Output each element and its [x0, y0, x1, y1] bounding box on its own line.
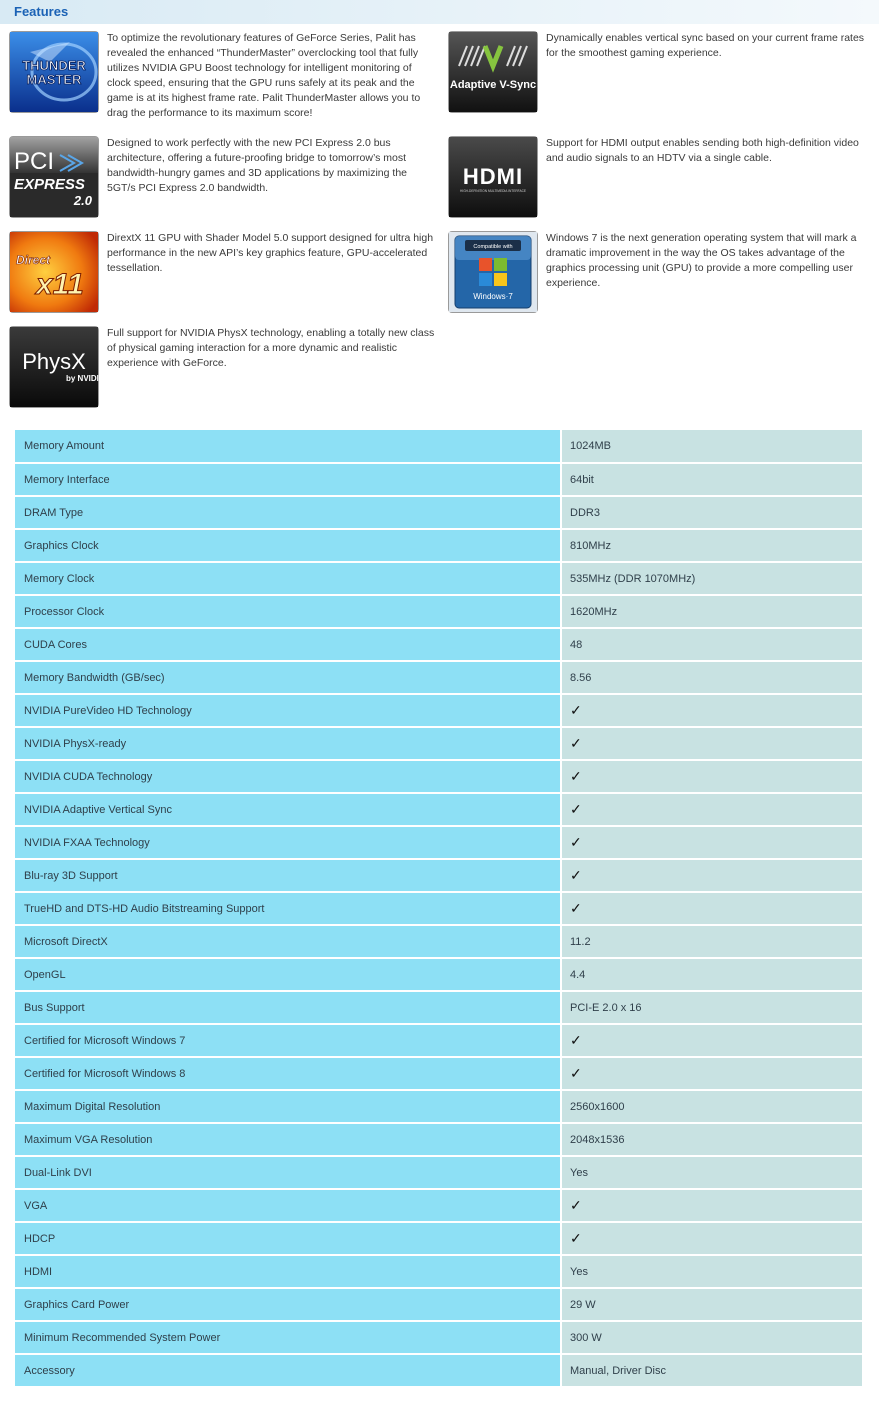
spec-row [15, 925, 862, 958]
windows7-logo-icon [449, 232, 537, 312]
spec-value-checkmark-icon: ✓ [561, 826, 862, 859]
feature-directx11 [10, 232, 440, 314]
spec-label: Minimum Recommended System Power [15, 1321, 561, 1354]
spec-value: 2048x1536 [561, 1123, 862, 1156]
logo-text: Adaptive V-Sync [449, 79, 537, 91]
spec-label: NVIDIA FXAA Technology [15, 826, 561, 859]
spec-row [15, 892, 862, 925]
physx-logo-icon [10, 327, 105, 407]
feature-pci-express [10, 137, 440, 219]
spec-row [15, 1354, 862, 1387]
spec-value: 535MHz (DDR 1070MHz) [561, 562, 862, 595]
spec-value: 300 W [561, 1321, 862, 1354]
logo-text: PCI [14, 148, 55, 175]
spec-label: Graphics Clock [15, 529, 561, 562]
spec-row [15, 1156, 862, 1189]
spec-row [15, 1189, 862, 1222]
spec-label: NVIDIA Adaptive Vertical Sync [15, 793, 561, 826]
spec-row [15, 991, 862, 1024]
spec-label: Graphics Card Power [15, 1288, 561, 1321]
spec-label: HDCP [15, 1222, 561, 1255]
feature-description: To optimize the revolutionary features of GeForce Series, Palit has revealed the enhanced “ThunderMaster” overclocking tool that fully utilizes NVIDIA GPU Boost technology for intelligent monitoring of clock speed, ensuring that the GPU runs safely at its peak and the game is at its highest frame rate. Palit ThunderMaster allows you to drag the performance to its maximum score! [107, 32, 421, 119]
spec-table-body [15, 430, 862, 1387]
spec-value: 8.56 [561, 661, 862, 694]
spec-row [15, 826, 862, 859]
spec-value: 29 W [561, 1288, 862, 1321]
feature-description: Full support for NVIDIA PhysX technology, enabling a totally new class of physical gaming interaction for a more dynamic and realistic experience with GeForce. [107, 327, 435, 369]
spec-value: DDR3 [561, 496, 862, 529]
spec-row [15, 1090, 862, 1123]
spec-value: PCI-E 2.0 x 16 [561, 991, 862, 1024]
spec-row [15, 760, 862, 793]
spec-row [15, 859, 862, 892]
spec-label: NVIDIA PureVideo HD Technology [15, 694, 561, 727]
spec-value: Manual, Driver Disc [561, 1354, 862, 1387]
spec-label: TrueHD and DTS-HD Audio Bitstreaming Support [15, 892, 561, 925]
spec-label: Memory Clock [15, 562, 561, 595]
feature-physx [10, 327, 440, 409]
spec-label: Memory Bandwidth (GB/sec) [15, 661, 561, 694]
spec-label: NVIDIA PhysX-ready [15, 727, 561, 760]
feature-adaptive-vsync [449, 32, 879, 114]
feature-windows7 [449, 232, 879, 314]
spec-row [15, 1222, 862, 1255]
spec-row [15, 1024, 862, 1057]
spec-label: Dual-Link DVI [15, 1156, 561, 1189]
spec-label: DRAM Type [15, 496, 561, 529]
spec-label: CUDA Cores [15, 628, 561, 661]
thundermaster-logo-icon [10, 32, 98, 112]
feature-description: Support for HDMI output enables sending both high-definition video and audio signals to an HDTV via a single cable. [546, 137, 859, 164]
spec-value-checkmark-icon: ✓ [561, 1057, 862, 1090]
spec-row [15, 628, 862, 661]
spec-value-checkmark-icon: ✓ [561, 760, 862, 793]
spec-label: Certified for Microsoft Windows 7 [15, 1024, 561, 1057]
spec-label: Bus Support [15, 991, 561, 1024]
pci-express-logo-icon [10, 137, 98, 217]
spec-value: 810MHz [561, 529, 862, 562]
feature-description: Dynamically enables vertical sync based on your current frame rates for the smoothest gaming experience. [546, 32, 865, 59]
logo-text: HIGH-DEFINITION MULTIMEDIA INTERFACE [460, 189, 526, 193]
logo-text: Windows·7 [473, 292, 513, 301]
spec-row [15, 1321, 862, 1354]
features-heading: Features [14, 4, 69, 19]
spec-row [15, 562, 862, 595]
logo-text: PhysX [22, 349, 86, 374]
spec-row [15, 1288, 862, 1321]
spec-value-checkmark-icon: ✓ [561, 727, 862, 760]
spec-value-checkmark-icon: ✓ [561, 694, 862, 727]
spec-row [15, 595, 862, 628]
spec-label: Certified for Microsoft Windows 8 [15, 1057, 561, 1090]
feature-description: Windows 7 is the next generation operating system that will mark a dramatic improvement in the way the OS takes advantage of the graphics processing unit (GPU) to provide a more compelling user experience. [546, 232, 857, 289]
spec-value: 4.4 [561, 958, 862, 991]
spec-label: VGA [15, 1189, 561, 1222]
spec-label: Accessory [15, 1354, 561, 1387]
feature-description: Designed to work perfectly with the new PCI Express 2.0 bus architecture, offering a future-proofing bridge to tomorrow’s most bandwidth-hungry games and 3D applications by maximizing the 5GT/s PCI Express 2.0 bandwidth. [107, 137, 407, 194]
spec-row [15, 529, 862, 562]
spec-label: Processor Clock [15, 595, 561, 628]
logo-text: by NVIDIA [66, 374, 105, 383]
spec-value: 1024MB [561, 430, 862, 463]
spec-row [15, 1255, 862, 1288]
spec-value: 48 [561, 628, 862, 661]
spec-label: Microsoft DirectX [15, 925, 561, 958]
spec-label: Maximum Digital Resolution [15, 1090, 561, 1123]
spec-label: Blu-ray 3D Support [15, 859, 561, 892]
spec-value-checkmark-icon: ✓ [561, 793, 862, 826]
spec-label: HDMI [15, 1255, 561, 1288]
spec-label: OpenGL [15, 958, 561, 991]
spec-row [15, 661, 862, 694]
logo-text: EXPRESS [14, 176, 85, 193]
spec-row [15, 727, 862, 760]
spec-label: Memory Interface [15, 463, 561, 496]
spec-row [15, 430, 862, 463]
spec-value: 11.2 [561, 925, 862, 958]
logo-text: Compatible with [473, 244, 513, 250]
spec-label: Maximum VGA Resolution [15, 1123, 561, 1156]
features-header-bar [0, 0, 879, 24]
spec-label: NVIDIA CUDA Technology [15, 760, 561, 793]
spec-row [15, 958, 862, 991]
spec-value-checkmark-icon: ✓ [561, 1189, 862, 1222]
spec-value: Yes [561, 1156, 862, 1189]
logo-text: MASTER [26, 72, 82, 87]
spec-value: 2560x1600 [561, 1090, 862, 1123]
spec-row [15, 1057, 862, 1090]
feature-description: DirextX 11 GPU with Shader Model 5.0 support designed for ultra high performance in the new API’s key graphics feature, GPU-accelerated tessellation. [107, 232, 434, 274]
spec-row [15, 496, 862, 529]
spec-value: Yes [561, 1255, 862, 1288]
directx11-logo-icon [10, 232, 98, 312]
logo-text: x11 [36, 268, 84, 301]
hdmi-logo-icon [449, 137, 537, 217]
spec-value: 1620MHz [561, 595, 862, 628]
logo-text: Direct [16, 253, 51, 267]
spec-value-checkmark-icon: ✓ [561, 1024, 862, 1057]
feature-thundermaster [10, 32, 440, 119]
logo-text: THUNDER [22, 58, 86, 73]
spec-value-checkmark-icon: ✓ [561, 892, 862, 925]
spec-row [15, 463, 862, 496]
logo-text: HDMI [462, 164, 524, 189]
logo-text: 2.0 [73, 193, 92, 208]
spec-row [15, 793, 862, 826]
spec-value-checkmark-icon: ✓ [561, 859, 862, 892]
feature-hdmi [449, 137, 879, 219]
spec-value: 64bit [561, 463, 862, 496]
spec-value-checkmark-icon: ✓ [561, 1222, 862, 1255]
adaptive-vsync-logo-icon [449, 32, 537, 112]
spec-row [15, 1123, 862, 1156]
spec-label: Memory Amount [15, 430, 561, 463]
spec-row [15, 694, 862, 727]
specifications-table [15, 430, 862, 1388]
